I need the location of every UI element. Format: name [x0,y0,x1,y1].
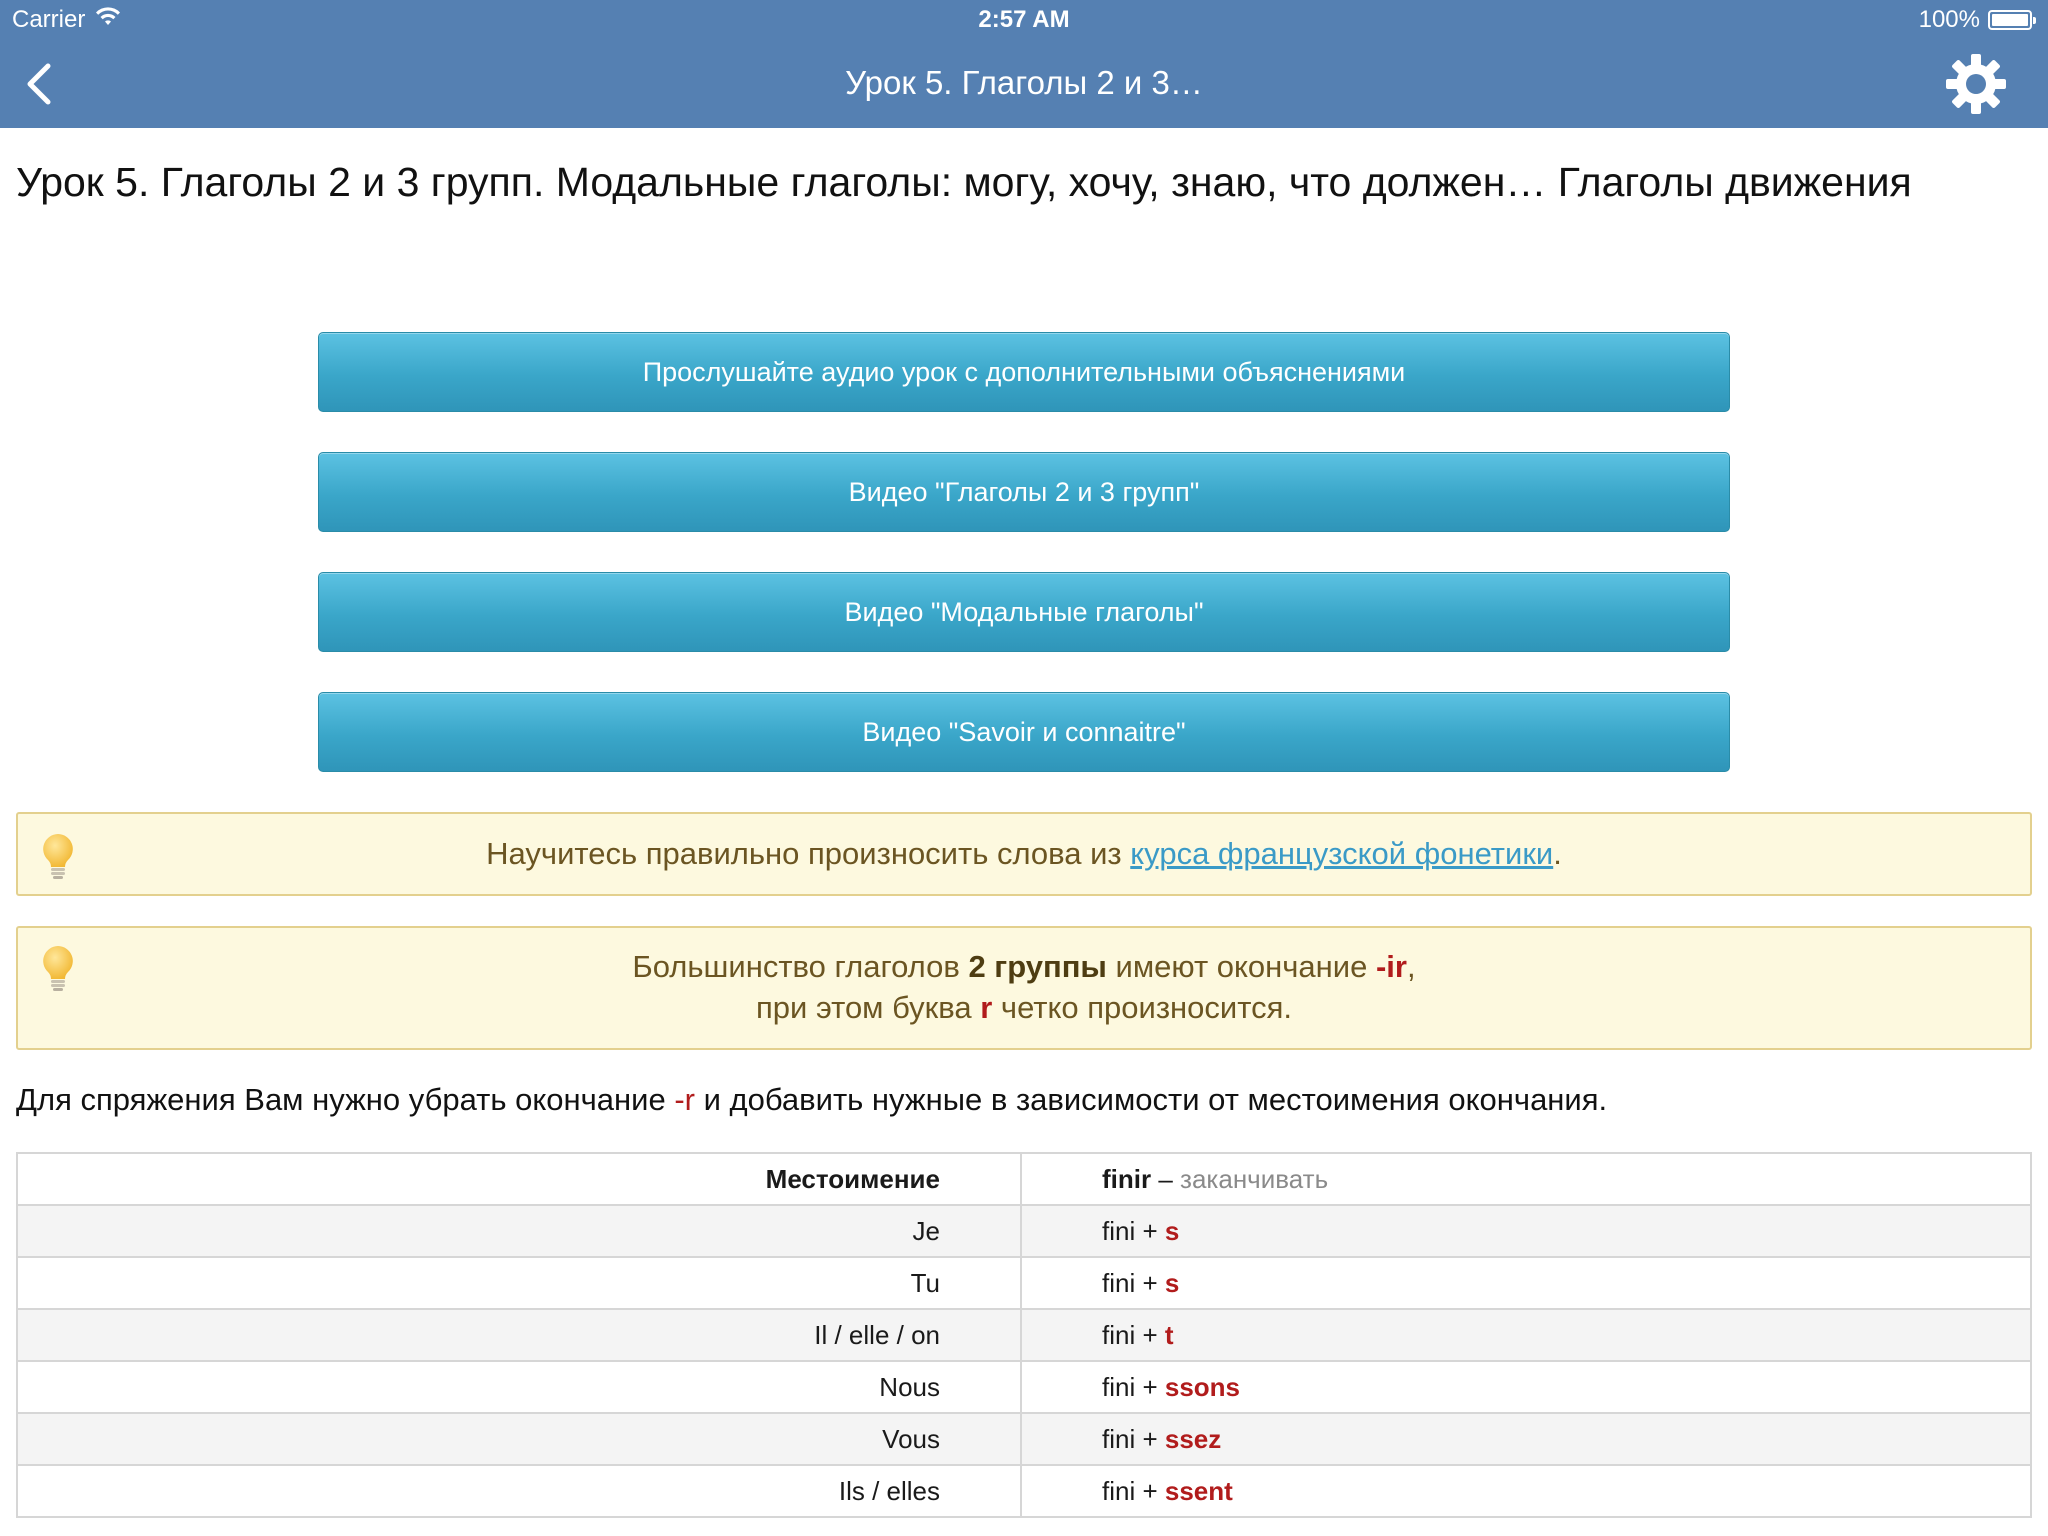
status-bar [0,0,2048,40]
header-translation: заканчивать [1180,1163,1329,1194]
note-text: и добавить нужные в зависимости от местоимения окончания. [695,1082,1608,1117]
table-row [17,1257,2031,1309]
form-cell [1021,1257,2031,1309]
pronoun-cell: Je [17,1205,1021,1257]
header-pronoun [17,1153,1021,1205]
status-time: 2:57 AM [978,6,1070,33]
form-cell [1021,1465,2031,1517]
lightbulb-icon [40,944,76,992]
note-ending-r: -r [674,1082,695,1117]
lesson-title: Урок 5. Глаголы 2 и 3 групп. Модальные глаголы: могу, хочу, знаю, что должен… Глаголы движения [16,159,1912,205]
lightbulb-icon [40,830,76,878]
form-ending: t [1164,1319,1174,1350]
header-pronoun-label: Местоимение [765,1163,940,1194]
pronoun-cell: Vous [17,1413,1021,1465]
pronoun-cell: Tu [17,1257,1021,1309]
conjugation-note [16,1082,2026,1118]
form-stem: fini + [1102,1319,1165,1350]
form-cell [1021,1361,2031,1413]
video-savoir-connaitre-button[interactable]: Видео "Savoir и connaitre" [318,692,1730,772]
video-verbs-groups-button[interactable]: Видео "Глаголы 2 и 3 групп" [318,452,1730,532]
form-cell [1021,1309,2031,1361]
phonetics-course-link[interactable]: курса французской фонетики [1130,836,1554,871]
header-dash: – [1151,1163,1181,1194]
form-stem: fini + [1102,1215,1165,1246]
form-stem: fini + [1102,1371,1165,1402]
form-cell [1021,1413,2031,1465]
tip-group2-line1 [18,946,2030,987]
tip-text: Большинство глаголов [632,949,969,984]
form-stem: fini + [1102,1475,1165,1506]
tip-group2-verbs [16,926,2032,1050]
form-ending: s [1164,1215,1180,1246]
pronoun-cell: Il / elle / on [17,1309,1021,1361]
pronoun-cell: Ils / elles [17,1465,1021,1517]
header-verb [1021,1153,2031,1205]
tip-phonetics [16,812,2032,896]
table-header-row [17,1153,2031,1205]
battery-icon [1988,10,2032,30]
conjugation-table [16,1152,2032,1518]
form-cell [1021,1205,2031,1257]
header-verb-label: finir [1102,1163,1152,1194]
tip-bold-group: 2 группы [968,949,1107,984]
form-ending: ssent [1164,1475,1233,1506]
pronoun-cell: Nous [17,1361,1021,1413]
tip-phonetics-text: Научитесь правильно произносить слова из [486,836,1131,871]
video-modal-verbs-button[interactable]: Видео "Модальные глаголы" [318,572,1730,652]
gear-icon [1944,52,2008,116]
settings-button[interactable] [1944,52,2008,116]
carrier-label: Carrier [12,6,86,33]
tip-phonetics-suffix: . [1553,836,1562,871]
tip-text: четко произносится. [992,990,1292,1025]
table-row [17,1465,2031,1517]
table-row [17,1413,2031,1465]
table-row [17,1361,2031,1413]
audio-lesson-button[interactable]: Прослушайте аудио урок с дополнительными объяснениями [318,332,1730,412]
table-row [17,1205,2031,1257]
tip-letter-r: r [980,990,993,1025]
form-ending: s [1164,1267,1180,1298]
status-battery [1919,6,2032,34]
top-bar [0,0,2048,128]
nav-title: Урок 5. Глаголы 2 и 3… [845,64,1203,101]
form-stem: fini + [1102,1423,1165,1454]
table-row [17,1309,2031,1361]
tip-group2-line2 [18,987,2030,1028]
battery-percent: 100% [1918,6,1980,33]
form-ending: ssons [1164,1371,1241,1402]
form-stem: fini + [1102,1267,1165,1298]
tip-text: имеют окончание [1106,949,1376,984]
tip-ending-ir: -ir [1375,949,1407,984]
tip-text: , [1406,949,1416,984]
tip-text: при этом буква [756,990,981,1025]
note-text: Для спряжения Вам нужно убрать окончание [16,1082,675,1117]
form-ending: ssez [1164,1423,1222,1454]
nav-bar [0,40,2048,128]
